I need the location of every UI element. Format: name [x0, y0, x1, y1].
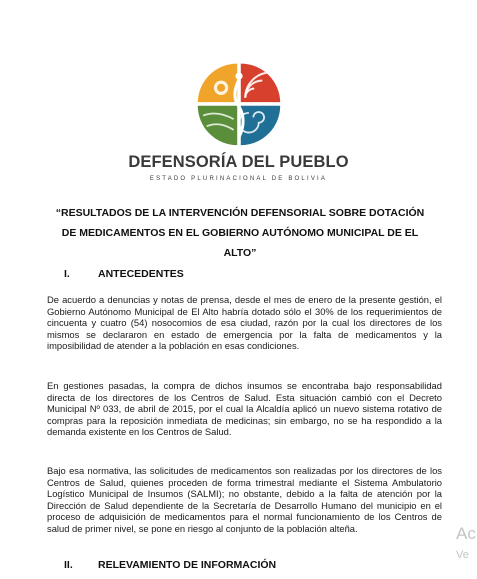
letterhead [0, 60, 477, 183]
document-title: “RESULTADOS DE LA INTERVENCIÓN DEFENSORIAL SOBRE DOTACIÓN DE MEDICAMENTOS EN EL GOBIERNO AUTÓNOMO MUNICIPAL DE EL ALTO” [55, 207, 425, 259]
section-title: RELEVAMIENTO DE INFORMACIÓN [98, 559, 277, 571]
defensoria-logo-icon [194, 60, 284, 146]
section-title: ANTECEDENTES [98, 268, 184, 280]
section-number: II. [64, 559, 73, 571]
paragraph-2: En gestiones pasadas, la compra de dichos insumos se encontraba bajo responsabilidad directa de los directores de los Centros de Salud. Esta situación cambió con el Decreto Municipal Nº 033, de abril de 2015, por el cual la Alcaldía aplicó un nuevo sistema rotativo de compras para la reposición inmediata de medicinas; sin embargo, no se ha respondido a la demanda existente en los Centros de Salud. [47, 380, 442, 438]
logo-green-quadrant [197, 106, 236, 145]
org-subtitle: ESTADO PLURINACIONAL DE BOLIVIA [149, 176, 328, 182]
logo-red-quadrant [240, 64, 279, 103]
activation-watermark-line1: Ac [456, 524, 476, 543]
section-number: I. [64, 268, 70, 280]
paragraph-1: De acuerdo a denuncias y notas de prensa, desde el mes de enero de la presente gestión, el Gobierno Autónomo Municipal de El Alto habría dotado sólo el 30% de los requerimientos de cincuenta y cuatro (54) nosocomios de esa ciudad, razón por la cual los directores de los mismos se declararon en estado de emergencia por la falta de medicamentos y la imposibilidad de atender a la población en esas condiciones. [47, 294, 442, 352]
activation-watermark-line2: Ve [456, 549, 469, 561]
paragraph-3: Bajo esa normativa, las solicitudes de medicamentos son realizadas por los directores de los Centros de Salud, quienes proceden de forma trimestral mediante el Sistema Ambulatorio Logístico Municipal de Insumos (SALMI); no obstante, debido a la falta de atención por la Dirección de Salud dependiente de la Secretaría de Desarrollo Humano del municipio en el proceso de adquisición de medicamentos para el normal funcionamiento de los Centros de salud de primer nivel, se pone en riesgo al conjunto de la población alteña. [47, 465, 442, 534]
section-heading-relevamiento [64, 559, 276, 572]
org-name: DEFENSORÍA DEL PUEBLO [128, 153, 349, 171]
section-heading-antecedentes [64, 268, 184, 281]
